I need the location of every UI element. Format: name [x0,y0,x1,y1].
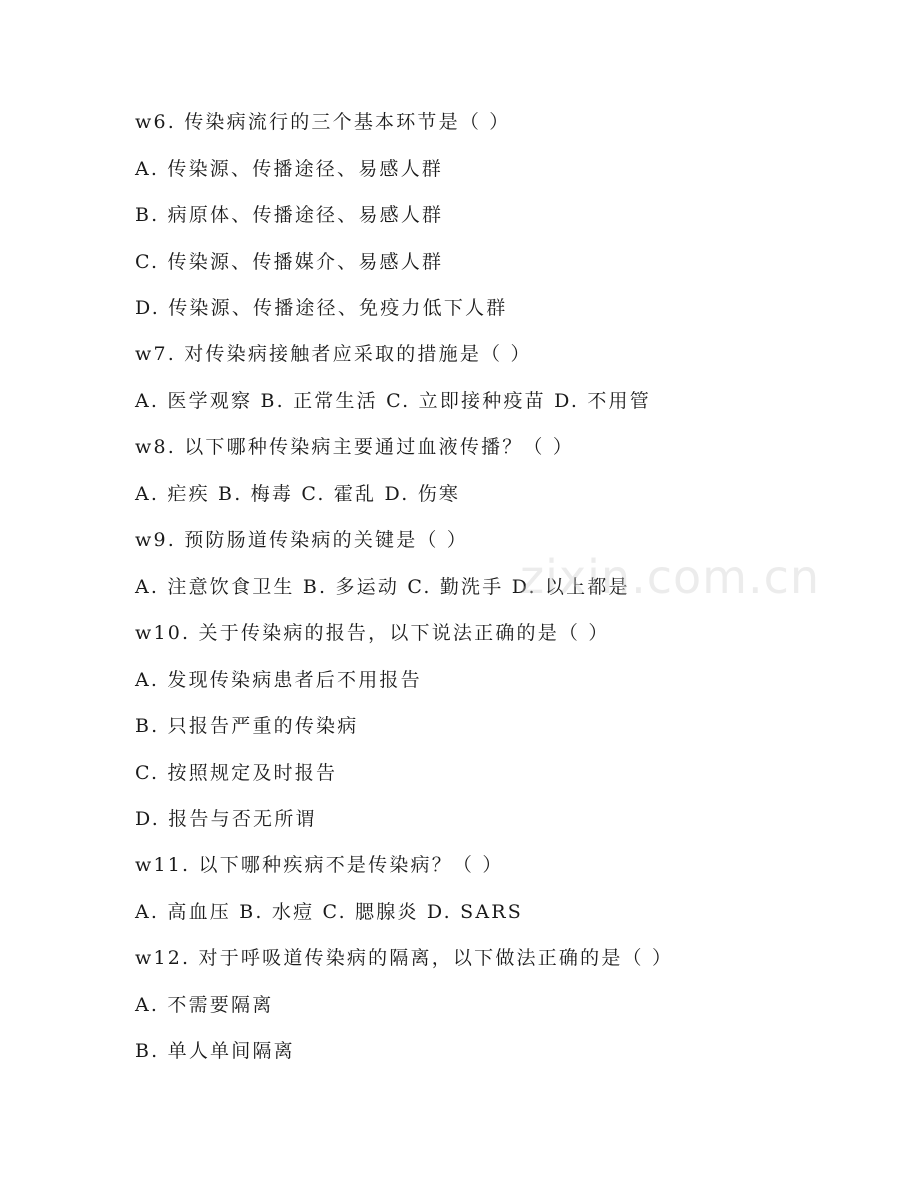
option-w10-b: B. 只报告严重的传染病 [135,715,359,737]
question-w7: w7. 对传染病接触者应采取的措施是（ ） [135,343,532,365]
option-w6-d: D. 传染源、传播途径、免疫力低下人群 [135,297,508,319]
option-w12-b: B. 单人单间隔离 [135,1040,295,1062]
question-w9: w9. 预防肠道传染病的关键是（ ） [135,529,469,551]
option-w6-a: A. 传染源、传播途径、易感人群 [135,158,444,180]
question-w10: w10. 关于传染病的报告，以下说法正确的是（ ） [135,622,610,644]
question-w8: w8. 以下哪种传染病主要通过血液传播？（ ） [135,436,575,458]
option-w6-b: B. 病原体、传播途径、易感人群 [135,204,444,226]
question-w12: w12. 对于呼吸道传染病的隔离，以下做法正确的是（ ） [135,947,674,969]
option-w10-c: C. 按照规定及时报告 [135,762,338,784]
option-w6-c: C. 传染源、传播媒介、易感人群 [135,251,444,273]
option-w10-a: A. 发现传染病患者后不用报告 [135,669,422,691]
options-w11: A. 高血压 B. 水痘 C. 腮腺炎 D. SARS [135,901,523,923]
option-w12-a: A. 不需要隔离 [135,994,274,1016]
option-w10-d: D. 报告与否无所谓 [135,808,317,830]
question-w6: w6. 传染病流行的三个基本环节是（ ） [135,111,511,133]
options-w8: A. 疟疾 B. 梅毒 C. 霍乱 D. 伤寒 [135,483,461,505]
question-w11: w11. 以下哪种疾病不是传染病？（ ） [135,854,504,876]
watermark: zixin.com.cn [520,550,821,604]
options-w7: A. 医学观察 B. 正常生活 C. 立即接种疫苗 D. 不用管 [135,390,651,412]
options-w9: A. 注意饮食卫生 B. 多运动 C. 勤洗手 D. 以上都是 [135,576,630,598]
